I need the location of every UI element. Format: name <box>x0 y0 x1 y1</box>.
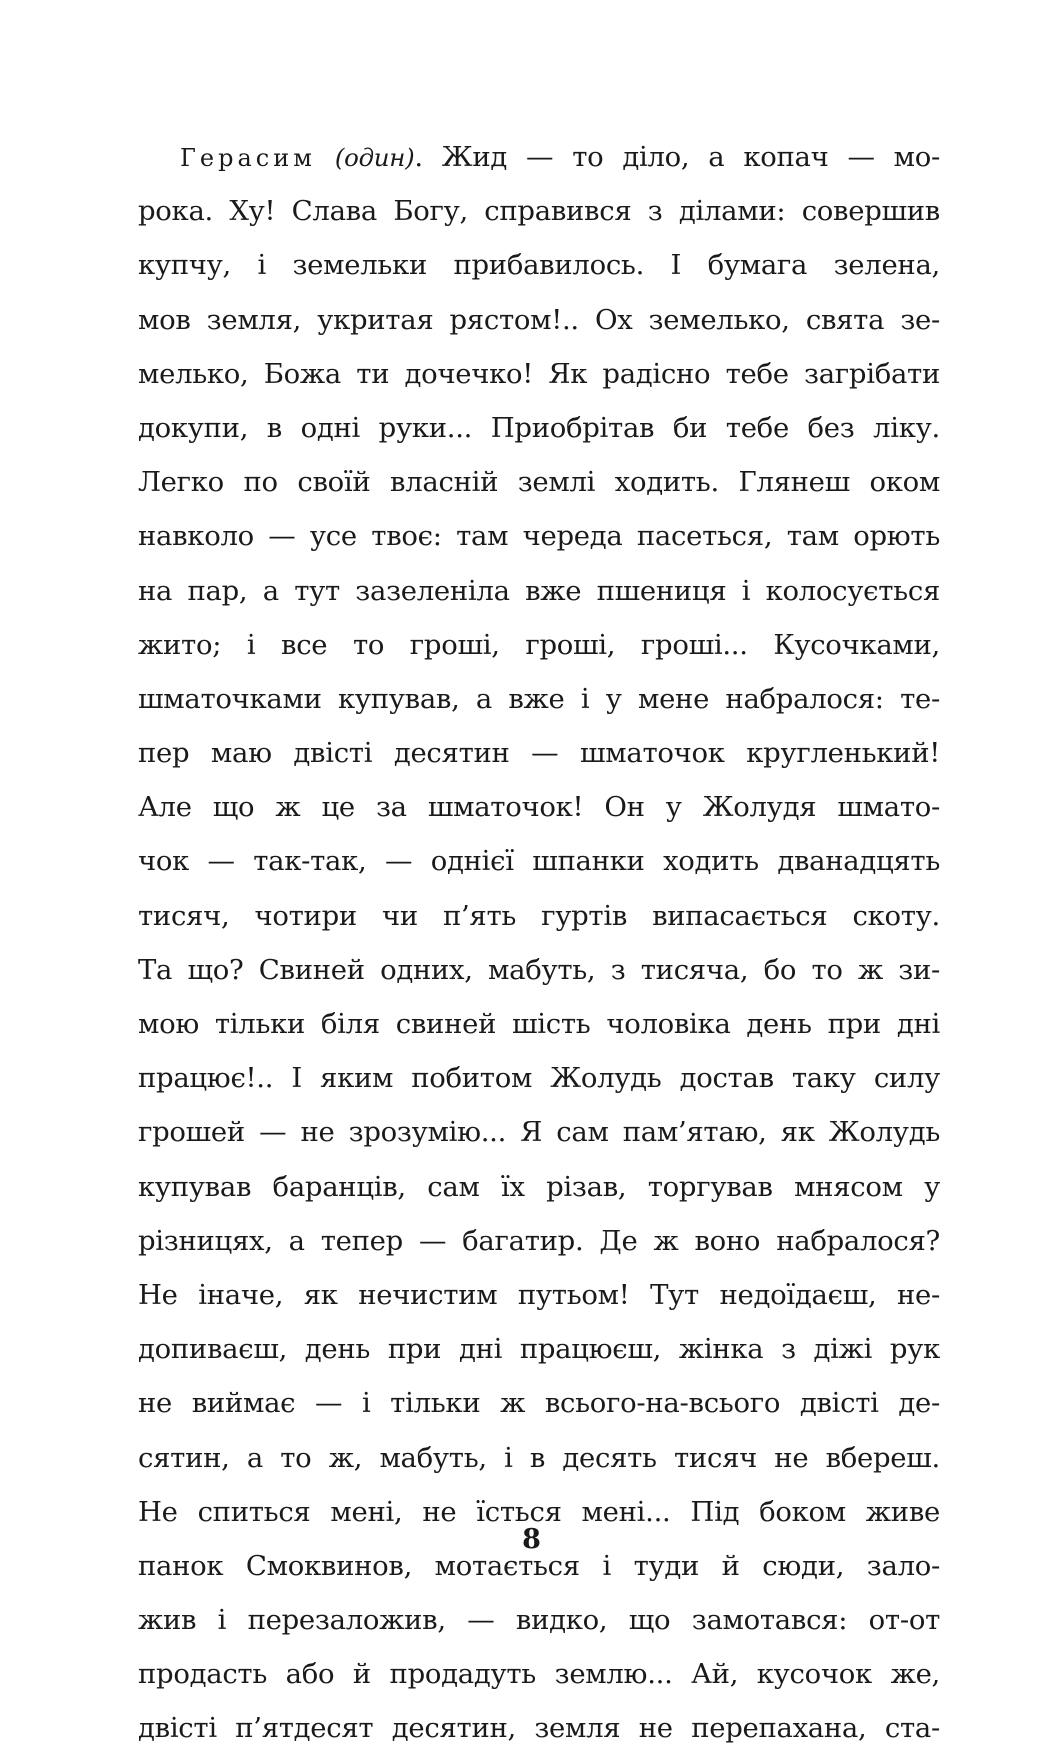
text-line: Та що? Свиней одних, мабуть, з тисяча, бо то ж зи- <box>138 953 940 986</box>
text-line: мелько, Божа ти дочечко! Як радісно тебе загрібати <box>138 357 940 390</box>
text-line: допиваєш, день при дні працюєш, жінка з діжі рук <box>138 1333 940 1366</box>
text-line-1 <box>138 130 940 184</box>
text-line: Не іначе, як нечистим путьом! Тут недоїдаєш, не- <box>138 1278 940 1311</box>
text-line: купував баранців, сам їх різав, торгував мнясом у <box>138 1170 940 1203</box>
text-line: жито; і все то гроші, гроші, гроші... Кусочками, <box>138 628 940 661</box>
text-line: двісті п’ятдесят десятин, земля не перепахана, ста- <box>138 1712 940 1745</box>
text-line: жив і перезаложив, — видко, що замотався: от-от <box>138 1604 940 1637</box>
text-line: чок — так-так, — однієї шпанки ходить дванадцять <box>138 845 940 878</box>
page-number: 8 <box>522 1524 541 1555</box>
text-line: пер маю двісті десятин — шматочок кругленький! <box>138 737 940 770</box>
body-text <box>138 130 940 1756</box>
text-line: мов земля, укритая рястом!.. Ох земелько, свята зе- <box>138 303 940 336</box>
first-line-text: . Жид — то діло, а копач — мо- <box>414 141 940 173</box>
text-line: Легко по своїй власній землі ходить. Глянеш оком <box>138 466 940 499</box>
speaker-name: Герасим <box>180 144 316 172</box>
text-line: шматочками купував, а вже і у мене набралося: те- <box>138 682 940 715</box>
stage-direction: (один) <box>334 143 415 172</box>
text-line: не виймає — і тільки ж всього-на-всього двісті де- <box>138 1387 940 1420</box>
text-line: навколо — усе твоє: там череда пасеться, там орють <box>138 520 940 553</box>
text-line: на пар, а тут зазеленіла вже пшениця і колосується <box>138 574 940 607</box>
text-line: тисяч, чотири чи п’ять гуртів випасається скоту. <box>138 899 940 932</box>
text-line: працює!.. І яким побитом Жолудь достав таку силу <box>138 1062 940 1095</box>
text-line: сятин, а то ж, мабуть, і в десять тисяч не вбереш. <box>138 1441 940 1474</box>
text-line: купчу, і земельки прибавилось. І бумага зелена, <box>138 249 940 282</box>
text-line: мою тільки біля свиней шість чоловіка день при дні <box>138 1008 940 1040</box>
text-line: Але що ж це за шматочок! Он у Жолудя шмато- <box>138 791 940 824</box>
text-line: продасть або й продадуть землю... Ай, кусочок же, <box>138 1658 940 1691</box>
text-line: Не спиться мені, не їсться мені... Під боком живе <box>138 1495 940 1528</box>
text-line: різницях, а тепер — багатир. Де ж воно набралося? <box>138 1224 940 1257</box>
text-line: рока. Ху! Слава Богу, справився з ділами: совершив <box>138 195 940 228</box>
text-line: грошей — не зрозумію... Я сам пам’ятаю, як Жолудь <box>138 1116 940 1149</box>
text-line: докупи, в одні руки... Приобрітав би тебе без ліку. <box>138 411 940 444</box>
text-line: панок Смоквинов, мотається і туди й сюди, зало- <box>138 1549 940 1582</box>
